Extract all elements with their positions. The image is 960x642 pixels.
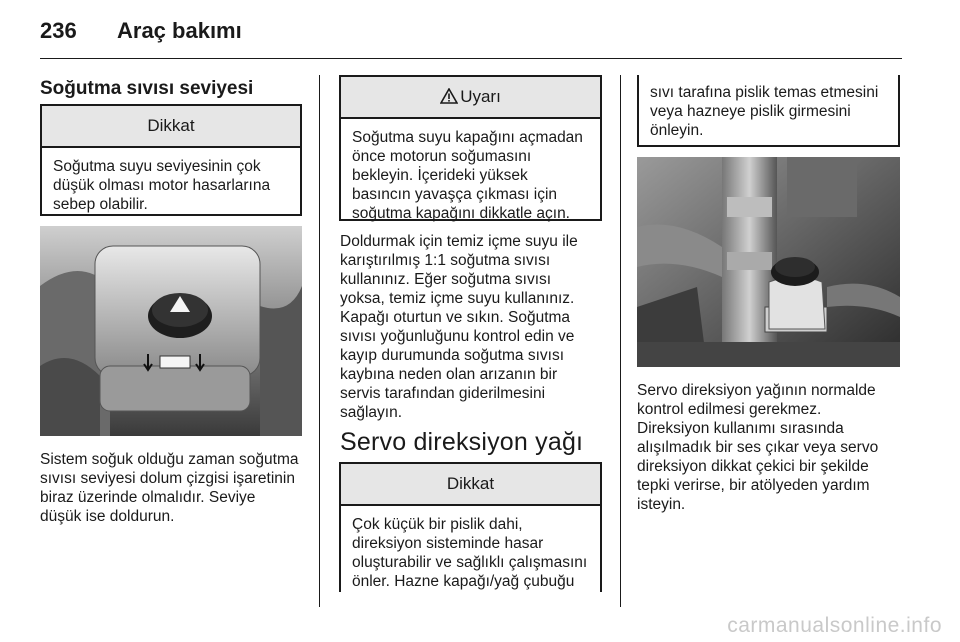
warning-box (339, 75, 602, 221)
notice-box-coolant (40, 104, 302, 216)
warning-body: Soğutma suyu kapağını açmadan önce motorun soğumasını bekleyin. İçerideki yüksek basıncın yavaşça çıkması için soğutma kapağını dikkatle açın. (352, 129, 583, 222)
coolant-reservoir-image (40, 226, 302, 436)
coolant-caption: Sistem soğuk olduğu zaman soğutma sıvısı seviyesi dolum çizgisi işaretinin biraz üzerinde olmalıdır. Seviye düşük ise doldurun. (40, 451, 299, 525)
section-heading-coolant: Soğutma sıvısı seviyesi (40, 78, 254, 99)
notice-body: Soğutma suyu seviyesinin çok düşük olması motor hasarlarına sebep olabilir. (53, 158, 271, 213)
notice-box-continued (637, 75, 900, 147)
warning-triangle-icon (440, 79, 458, 119)
notice-box-power-steering (339, 462, 602, 592)
power-steering-paragraph: Servo direksiyon yağının normalde kontrol edilmesi gerekmez. Direksiyon kullanımı sırasında alışılmadık bir ses çıkar veya servo direksiyon dikkat çekici bir şekilde tepki verirse, bir atölyeden yardım isteyin. (637, 382, 879, 513)
column-divider-2 (620, 75, 621, 607)
watermark: carmanualsonline.info (727, 614, 942, 637)
notice-title-power-steering: Dikkat (341, 464, 600, 506)
page-number: 236 (40, 18, 77, 43)
notice-body-power-steering: Çok küçük bir pislik dahi, direksiyon sisteminde hasar oluşturabilir ve sağlıklı çalışmasını önler. Hazne kapağı/yağ çubuğu (352, 516, 588, 590)
column-divider-1 (319, 75, 320, 607)
power-steering-illustration (637, 157, 900, 367)
coolant-reservoir-illustration (40, 226, 302, 436)
notice-body-continued: sıvı tarafına pislik temas etmesini veya hazneye pislik girmesini önleyin. (650, 84, 879, 139)
power-steering-reservoir-image (637, 157, 900, 367)
notice-title: Dikkat (42, 106, 300, 148)
page-title: Araç bakımı (117, 18, 242, 43)
coolant-refill-paragraph: Doldurmak için temiz içme suyu ile karıştırılmış 1:1 soğutma sıvısı kullanınız. Eğer soğutma sıvısı yoksa, temiz içme suyu kullanınız. Kapağı oturtun ve sıkın. Soğutma sıvısı yoğunluğunu kontrol edin ve kayıp durumunda soğutma sıvısı kaybına neden olan arızanın bir servis tarafından giderilmesini sağlayın. (340, 233, 578, 421)
section-heading-power-steering: Servo direksiyon yağı (340, 428, 584, 456)
header-rule (40, 58, 902, 59)
warning-title: Uyarı (460, 87, 501, 106)
